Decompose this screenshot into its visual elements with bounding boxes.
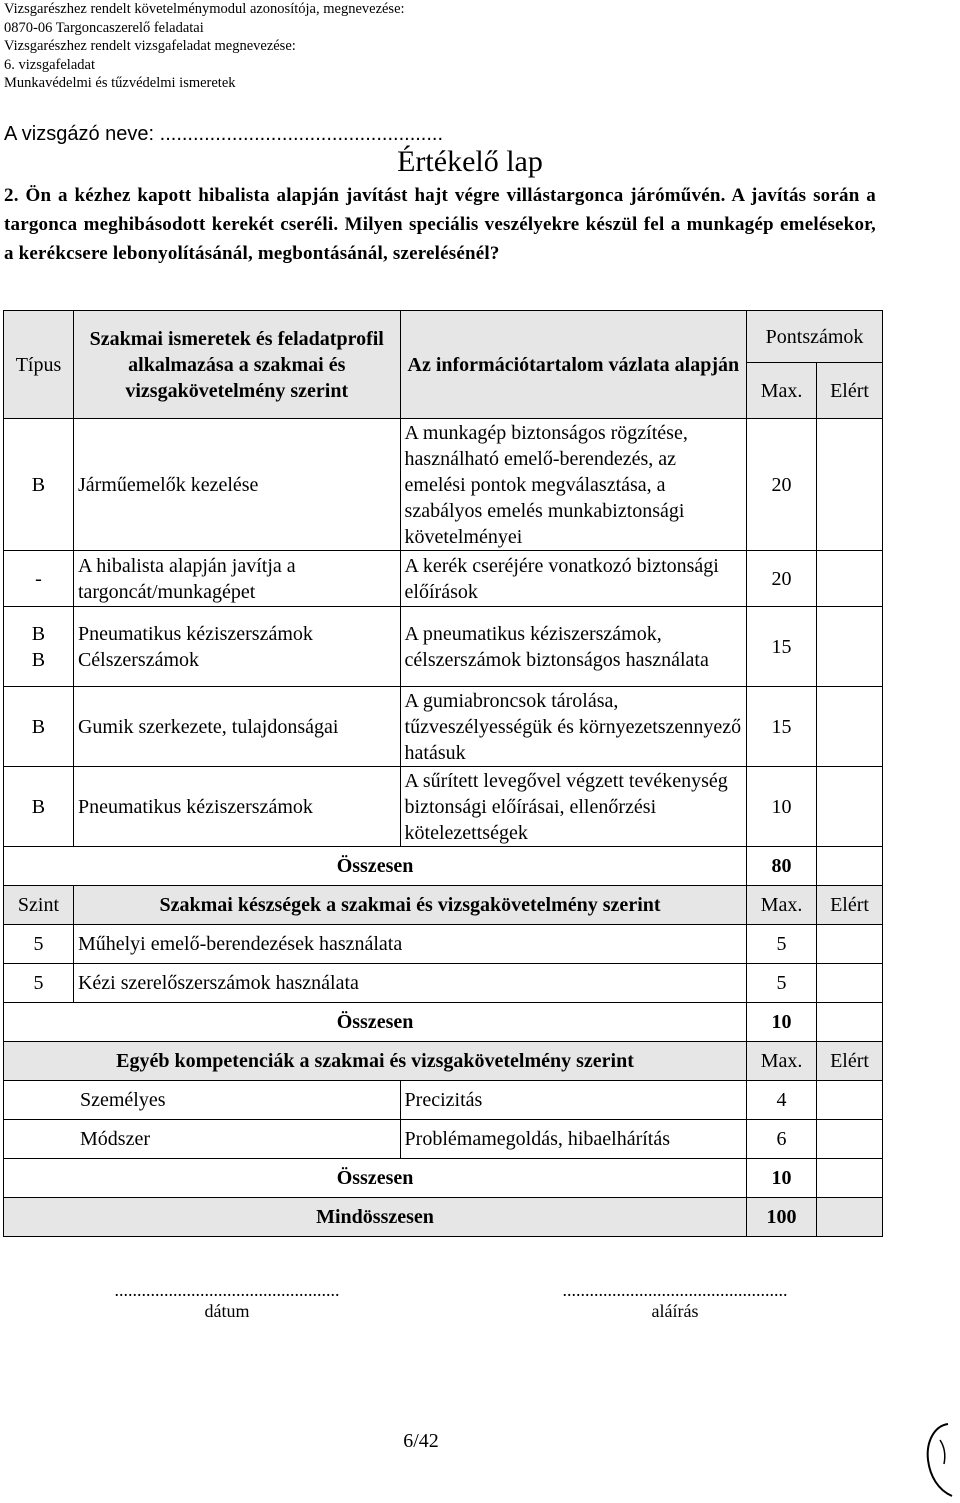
knowledge-row — [4, 607, 883, 687]
grand-total-row — [4, 1198, 883, 1237]
row-knowledge: Pneumatikus kéziszerszámok — [73, 767, 400, 847]
row-max: 20 — [747, 419, 817, 551]
page-header — [4, 0, 405, 93]
row-knowledge: A hibalista alapján javítja a targoncát/munkagépet — [73, 551, 400, 607]
row-max: 20 — [747, 551, 817, 607]
total-max: 80 — [747, 847, 817, 886]
skills-header: Szakmai készségek a szakmai és vizsgakövetelmény szerint — [73, 886, 746, 925]
row-achieved — [817, 551, 883, 607]
row-type: - — [4, 551, 74, 607]
total-label: Összesen — [4, 847, 747, 886]
skill-achieved — [817, 964, 883, 1003]
knowledge-header: Szakmai ismeretek és feladatprofil alkalmazása a szakmai és vizsgakövetelmény szerint — [73, 311, 400, 419]
row-knowledge: Járműemelők kezelése — [73, 419, 400, 551]
date-dots: .................................................. — [114, 1280, 340, 1300]
skills-header-row — [4, 886, 883, 925]
other-category: Módszer — [4, 1120, 401, 1159]
row-max: 10 — [747, 767, 817, 847]
row-max: 15 — [747, 687, 817, 767]
total-achieved — [817, 847, 883, 886]
skills-total-row — [4, 1003, 883, 1042]
page-number: 6/42 — [403, 1430, 439, 1452]
knowledge-row — [4, 687, 883, 767]
header-line-4: 6. vizsgafeladat — [4, 56, 95, 73]
header-line-1: Vizsgarészhez rendelt követelménymodul azonosítója, megnevezése: — [4, 1, 405, 17]
row-achieved — [817, 767, 883, 847]
grand-total-achieved — [817, 1198, 883, 1237]
row-outline: A kerék cseréjére vonatkozó biztonsági előírások — [400, 551, 747, 607]
row-knowledge-line: Pneumatikus kéziszerszámok — [77, 622, 313, 645]
other-total-achieved — [817, 1159, 883, 1198]
skills-total-label: Összesen — [4, 1003, 747, 1042]
other-max: 4 — [747, 1081, 817, 1120]
skill-row — [4, 925, 883, 964]
other-total-row — [4, 1159, 883, 1198]
examinee-name-line: A vizsgázó neve: ................................................... — [4, 123, 444, 145]
other-max: 6 — [747, 1120, 817, 1159]
other-max-header: Max. — [747, 1042, 817, 1081]
row-knowledge — [73, 607, 400, 687]
other-achieved-header: Elért — [817, 1042, 883, 1081]
header-line-2: 0870-06 Targoncaszerelő feladatai — [4, 19, 204, 36]
skills-max-header: Max. — [747, 886, 817, 925]
date-label: dátum — [204, 1301, 250, 1321]
row-achieved — [817, 687, 883, 767]
skill-achieved — [817, 925, 883, 964]
handwritten-mark-icon — [918, 1420, 958, 1500]
row-knowledge: Gumik szerkezete, tulajdonságai — [73, 687, 400, 767]
skill-row — [4, 964, 883, 1003]
skill-max: 5 — [747, 925, 817, 964]
grand-total-label: Mindösszesen — [4, 1198, 747, 1237]
points-header: Pontszámok — [747, 311, 883, 363]
row-knowledge-line: Célszerszámok — [77, 648, 200, 671]
grand-total-max: 100 — [747, 1198, 817, 1237]
skills-total-achieved — [817, 1003, 883, 1042]
row-outline: A sűrített levegővel végzett tevékenység biztonsági előírásai, ellenőrzési kötelezettségek — [400, 767, 747, 847]
knowledge-total-row — [4, 847, 883, 886]
skill-max: 5 — [747, 964, 817, 1003]
row-type: B — [4, 767, 74, 847]
other-category: Személyes — [4, 1081, 401, 1120]
page-title: Értékelő lap — [397, 145, 543, 178]
other-total-label: Összesen — [4, 1159, 747, 1198]
row-outline: A munkagép biztonságos rögzítése, használható emelő-berendezés, az emelési pontok megválasztása, a szabályos emelés munkabiztonsági követelményei — [400, 419, 747, 551]
row-type-line: B — [31, 648, 46, 671]
row-max: 15 — [747, 607, 817, 687]
date-block — [92, 1280, 362, 1322]
max-header: Max. — [747, 363, 817, 419]
type-header: Típus — [4, 311, 74, 419]
skills-total-max: 10 — [747, 1003, 817, 1042]
row-type: B — [4, 687, 74, 767]
other-header-row — [4, 1042, 883, 1081]
evaluation-table — [3, 310, 883, 1237]
other-row — [4, 1081, 883, 1120]
other-header: Egyéb kompetenciák a szakmai és vizsgakövetelmény szerint — [4, 1042, 747, 1081]
row-outline: A pneumatikus kéziszerszámok, célszerszámok biztonságos használata — [400, 607, 747, 687]
skills-achieved-header: Elért — [817, 886, 883, 925]
knowledge-row — [4, 551, 883, 607]
knowledge-row — [4, 767, 883, 847]
skill-name: Műhelyi emelő-berendezések használata — [73, 925, 746, 964]
signature-dots: .................................................. — [562, 1280, 788, 1300]
other-achieved — [817, 1120, 883, 1159]
row-type — [4, 607, 74, 687]
row-outline: A gumiabroncsok tárolása, tűzveszélyességük és környezetszennyező hatásuk — [400, 687, 747, 767]
header-line-3: Vizsgarészhez rendelt vizsgafeladat megnevezése: — [4, 38, 296, 54]
signature-label: aláírás — [651, 1301, 699, 1321]
other-total-max: 10 — [747, 1159, 817, 1198]
knowledge-row — [4, 419, 883, 551]
row-achieved — [817, 419, 883, 551]
outline-header: Az információtartalom vázlata alapján — [400, 311, 747, 419]
header-line-5: Munkavédelmi és tűzvédelmi ismeretek — [4, 75, 236, 91]
skill-level: 5 — [4, 925, 74, 964]
other-competence: Problémamegoldás, hibaelhárítás — [400, 1120, 747, 1159]
row-achieved — [817, 607, 883, 687]
skill-level: 5 — [4, 964, 74, 1003]
level-header: Szint — [4, 886, 74, 925]
achieved-header: Elért — [817, 363, 883, 419]
skill-name: Kézi szerelőszerszámok használata — [73, 964, 746, 1003]
row-type: B — [4, 419, 74, 551]
row-type-line: B — [31, 622, 46, 645]
other-achieved — [817, 1081, 883, 1120]
signature-block — [540, 1280, 810, 1322]
task-question: 2. Ön a kézhez kapott hibalista alapján javítást hajt végre villástargonca járóművén. A javítás során a targonca meghibásodott kerekét cseréli. Milyen speciális veszélyekre készül fel a munkagép emelésekor, a kerékcsere lebonyolításánál, megbontásánál, szerelésénél? — [4, 185, 876, 264]
other-row — [4, 1120, 883, 1159]
other-competence: Precizitás — [400, 1081, 747, 1120]
